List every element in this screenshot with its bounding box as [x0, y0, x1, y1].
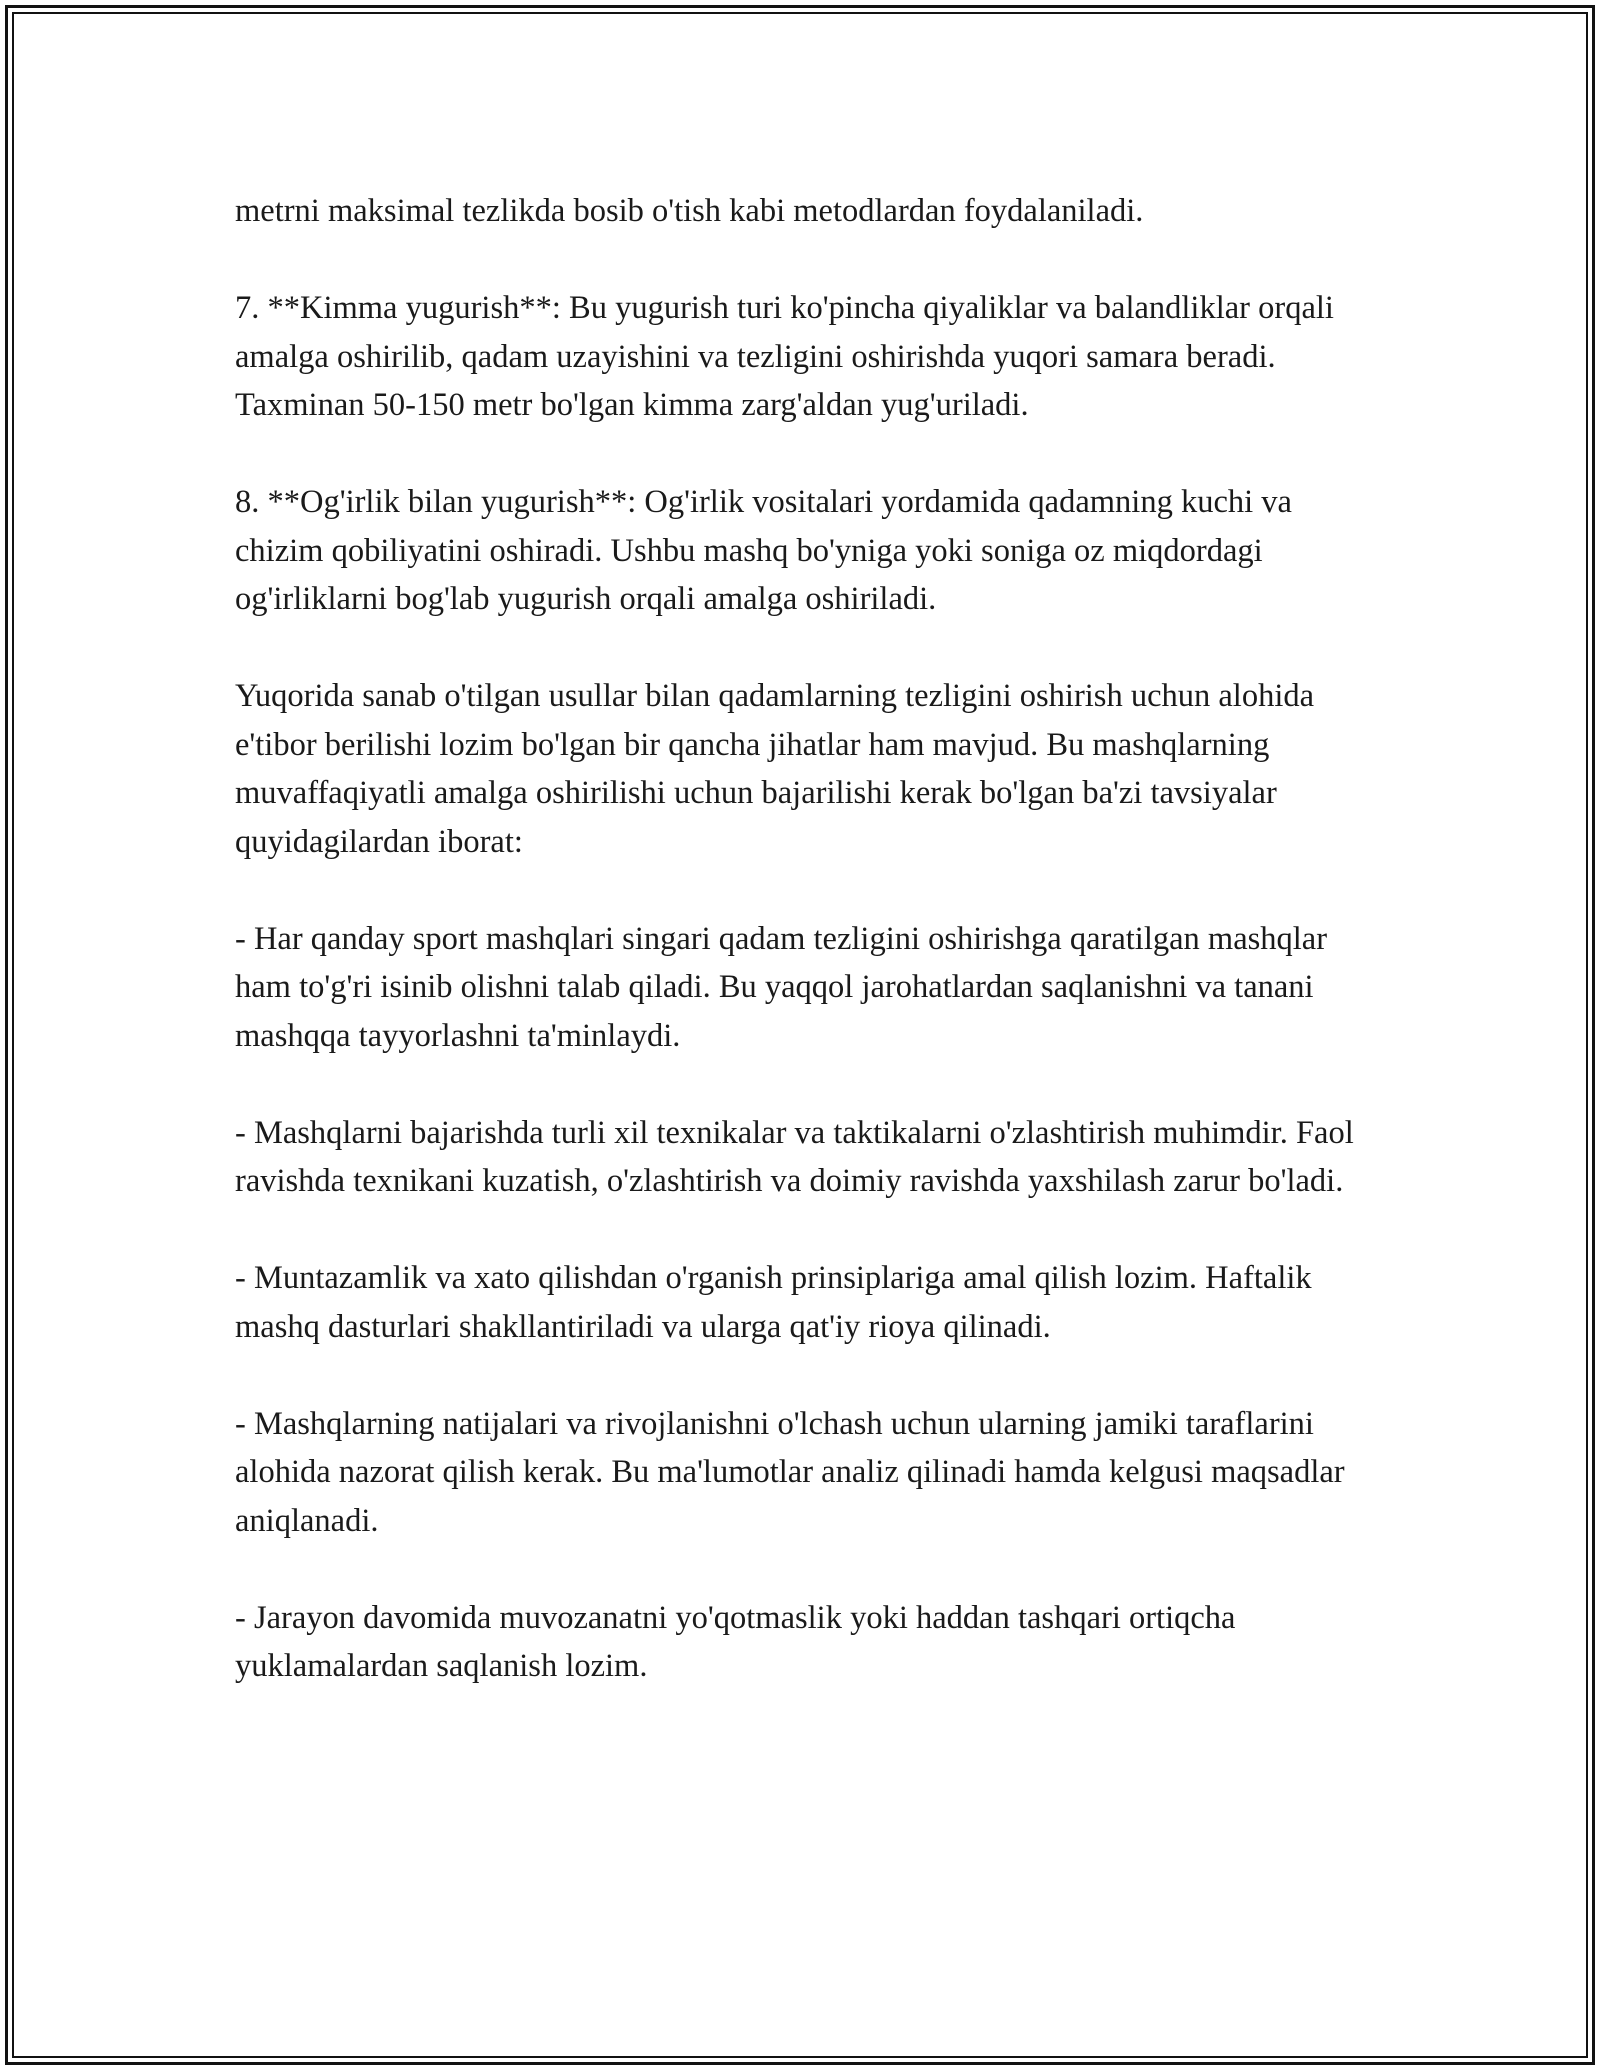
paragraph-item-8: 8. **Og'irlik bilan yugurish**: Og'irlik vositalari yordamida qadamning kuchi va chizim qobiliyatini oshiradi. Ushbu mashq bo'yniga yoki soniga oz miqdordagi og'irliklarni bog'lab yugurish orqali amalga oshiriladi.: [235, 484, 1292, 617]
paragraph-item-7: 7. **Kimma yugurish**: Bu yugurish turi ko'pincha qiyaliklar va balandliklar orqali amalga oshirilib, qadam uzayishini va tezligini oshirishda yuqori samara beradi. Taxminan 50-150 metr bo'lgan kimma zarg'aldan yug'uriladi.: [235, 290, 1334, 423]
paragraph-bullet-regularity: - Muntazamlik va xato qilishdan o'rganish prinsiplariga amal qilish lozim. Haftalik mashq dasturlari shakllantiriladi va ularga qat'iy rioya qilinadi.: [235, 1260, 1312, 1345]
paragraph-continuation: metrni maksimal tezlikda bosib o'tish kabi metodlardan foydalaniladi.: [235, 193, 1144, 229]
paragraph-bullet-technique: - Mashqlarni bajarishda turli xil texnikalar va taktikalarni o'zlashtirish muhimdir. Faol ravishda texnikani kuzatish, o'zlashtirish va doimiy ravishda yaxshilash zarur bo'ladi.: [235, 1114, 1354, 1199]
paragraph-bullet-monitoring: - Mashqlarning natijalari va rivojlanishni o'lchash uchun ularning jamiki taraflarini alohida nazorat qilish kerak. Bu ma'lumotlar analiz qilinadi hamda kelgusi maqsadlar aniqlanadi.: [235, 1405, 1345, 1539]
document-body: [235, 187, 1370, 1691]
paragraph-bullet-warmup: - Har qanday sport mashqlari singari qadam tezligini oshirishga qaratilgan mashqlar ham to'g'ri isinib olishni talab qiladi. Bu yaqqol jarohatlardan saqlanishni va tanani mashqqa tayyorlashni ta'minlaydi.: [235, 920, 1328, 1054]
paragraph-summary: Yuqorida sanab o'tilgan usullar bilan qadamlarning tezligini oshirish uchun alohida e'tibor berilishi lozim bo'lgan bir qancha jihatlar ham mavjud. Bu mashqlarning muvaffaqiyatli amalga oshirilishi uchun bajarilishi kerak bo'lgan ba'zi tavsiyalar quyidagilardan iborat:: [235, 678, 1315, 860]
paragraph-bullet-balance: - Jarayon davomida muvozanatni yo'qotmaslik yoki haddan tashqari ortiqcha yuklamalardan saqlanish lozim.: [235, 1599, 1236, 1684]
